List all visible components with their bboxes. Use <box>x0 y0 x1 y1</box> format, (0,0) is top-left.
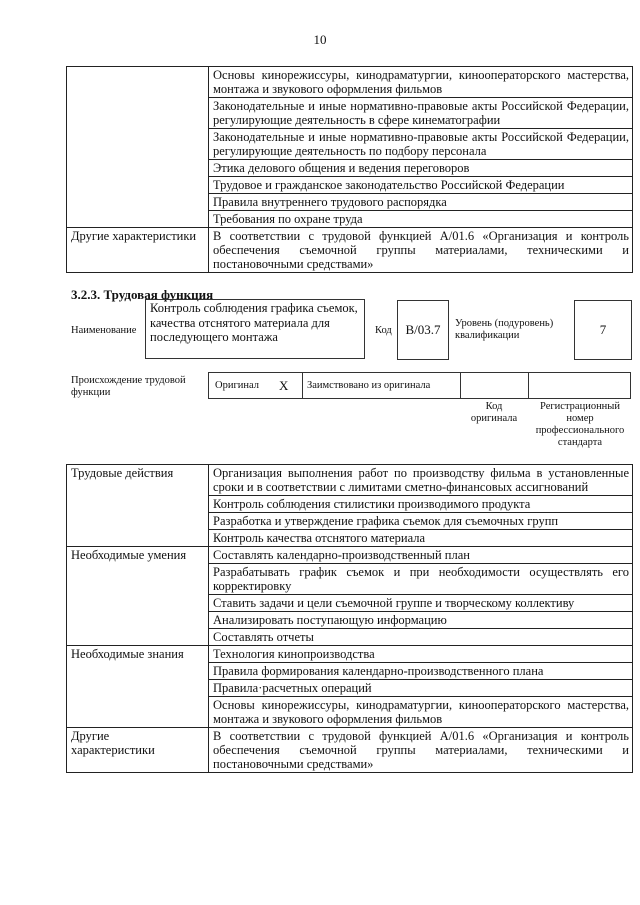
code-value: B/03.7 <box>405 322 441 337</box>
code-label: Код <box>375 325 392 336</box>
table-cell: Законодательные и иные нормативно-правовые акты Российской Федерации, регулирующие деятельность по подбору персонала <box>209 129 633 160</box>
name-label: Наименование <box>71 325 137 336</box>
continuation-table <box>66 66 633 273</box>
table-cell: Правила формирования календарно-производственного плана <box>209 663 633 680</box>
level-value: 7 <box>599 322 607 337</box>
table-row <box>67 465 633 496</box>
row-label: Другие характеристики <box>67 728 209 773</box>
table-cell: Разрабатывать график съемок и при необходимости осуществлять его корректировку <box>209 564 633 595</box>
row-label: Трудовые действия <box>67 465 209 547</box>
table-cell: Требования по охране труда <box>209 211 633 228</box>
table-row <box>67 228 633 273</box>
table-cell: Организация выполнения работ по производству фильма в установленные сроки и в соответствии с лимитами сметно-финансовых ассигнований <box>209 465 633 496</box>
table-cell: Законодательные и иные нормативно-правовые акты Российской Федерации, регулирующие деятельность в сфере кинематографии <box>209 98 633 129</box>
row-label: Необходимые умения <box>67 547 209 646</box>
original-mark: X <box>279 378 289 393</box>
table-cell: Анализировать поступающую информацию <box>209 612 633 629</box>
table-cell: Технология кинопроизводства <box>209 646 633 663</box>
function-name: Контроль соблюдения графика съемок, качества отснятого материала для последующего монтажа <box>150 301 358 344</box>
level-label: Уровень (подуровень) квалификации <box>455 318 554 341</box>
table-cell: В соответствии с трудовой функцией А/01.6 «Организация и контроль обеспечения съемочной группы материалами, техническими и постановочными средствами» <box>209 728 633 773</box>
code-value-box <box>397 300 449 360</box>
registration-caption: Регистрационный номер профессионального стандарта <box>535 401 625 448</box>
table-row <box>67 728 633 773</box>
table-row <box>67 67 633 98</box>
origin-label: Происхождение трудовой функции <box>71 375 186 398</box>
table-cell: Правила·расчетных операций <box>209 680 633 697</box>
table-cell: Составлять календарно-производственный план <box>209 547 633 564</box>
table-row <box>67 646 633 663</box>
function-details-table <box>66 464 633 773</box>
level-value-box <box>574 300 632 360</box>
table-cell: Этика делового общения и ведения переговоров <box>209 160 633 177</box>
name-value-box <box>145 299 365 359</box>
page-number: 10 <box>313 32 327 47</box>
table-cell: Основы кинорежиссуры, кинодраматургии, кинооператорского мастерства, монтажа и звукового оформления фильмов <box>209 67 633 98</box>
row-label: Необходимые знания <box>67 646 209 728</box>
section-heading: 3.2.3. Трудовая функция <box>71 287 214 302</box>
origin-divider <box>460 373 461 398</box>
borrowed-label: Заимствовано из оригинала <box>307 380 431 391</box>
original-label: Оригинал <box>215 380 259 391</box>
table-cell: Трудовое и гражданское законодательство Российской Федерации <box>209 177 633 194</box>
origin-divider <box>528 373 529 398</box>
table-cell: Правила внутреннего трудового распорядка <box>209 194 633 211</box>
row-label: Другие характеристики <box>67 228 209 273</box>
empty-label-cell <box>67 67 209 228</box>
code-caption: Код оригинала <box>470 401 518 424</box>
table-row <box>67 547 633 564</box>
table-cell: Ставить задачи и цели съемочной группе и творческому коллективу <box>209 595 633 612</box>
table-cell: Разработка и утверждение графика съемок для съемочных групп <box>209 513 633 530</box>
table-cell: Основы кинорежиссуры, кинодраматургии, кинооператорского мастерства, монтажа и звукового оформления фильмов <box>209 697 633 728</box>
table-cell: Контроль качества отснятого материала <box>209 530 633 547</box>
origin-row <box>208 372 631 399</box>
table-cell: В соответствии с трудовой функцией А/01.6 «Организация и контроль обеспечения съемочной группы материалами, техническими и постановочными средствами» <box>209 228 633 273</box>
table-cell: Составлять отчеты <box>209 629 633 646</box>
origin-divider <box>302 373 303 398</box>
table-cell: Контроль соблюдения стилистики производимого продукта <box>209 496 633 513</box>
